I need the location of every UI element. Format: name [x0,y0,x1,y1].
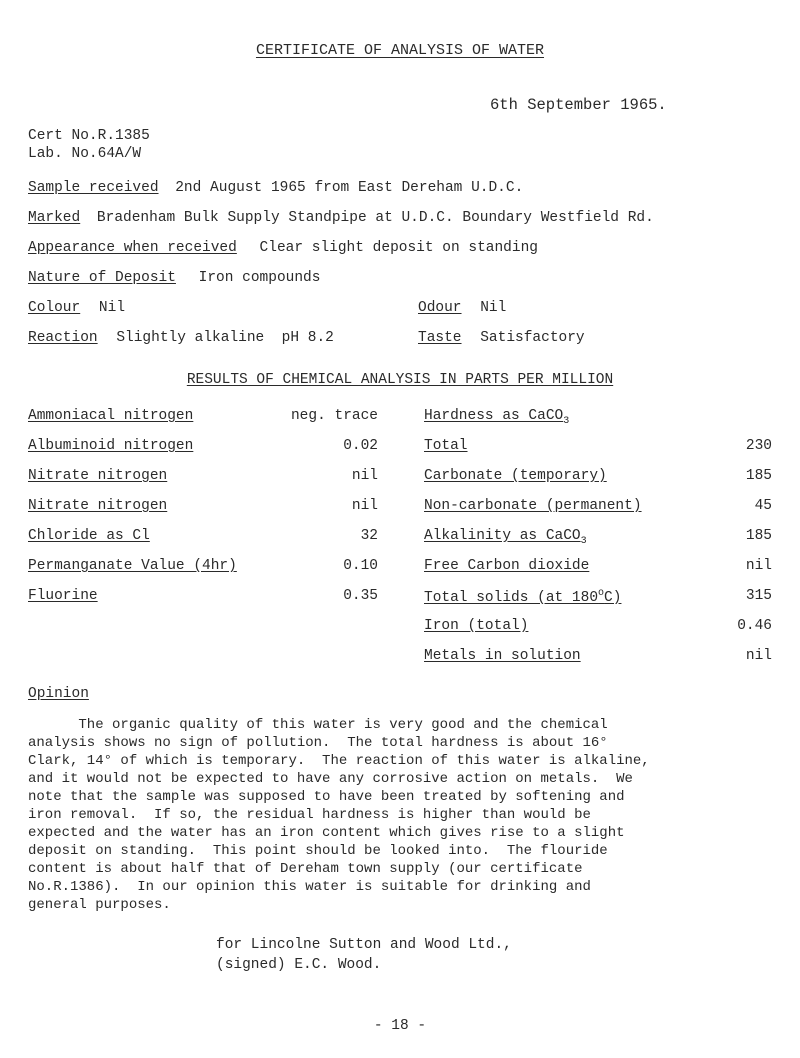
marked-row [28,210,748,226]
table-row: Free Carbon dioxide [424,558,590,574]
deposit-value: Iron compounds [198,270,321,286]
signature-name: (signed) E.C. Wood. [216,957,382,973]
taste-row [418,330,585,346]
table-value: 0.46 [737,618,772,634]
odour-value: Nil [480,300,507,316]
table-value: 185 [745,528,772,544]
table-value: 0.02 [343,438,378,454]
marked-value: Bradenham Bulk Supply Standpipe at U.D.C. Boundary Westfield Rd. [96,210,654,226]
certificate-number: Cert No.R.1385 [28,128,150,144]
lab-number: Lab. No.64A/W [28,146,142,162]
colour-value: Nil [98,300,126,316]
table-row: Fluorine [28,588,98,604]
table-value: nil [745,648,772,664]
certificate-date: 6th September 1965. [490,96,667,114]
colour-row [28,300,748,316]
table-row: Ammoniacal nitrogen [28,408,194,424]
reaction-label: Reaction [28,330,98,346]
table-row: Nitrate nitrogen [28,498,168,514]
table-row: Metals in solution [424,648,581,664]
table-row: Nitrate nitrogen [28,468,168,484]
table-row: Chloride as Cl [28,528,150,544]
table-row: Albuminoid nitrogen [28,438,194,454]
table-value: neg. trace [290,408,378,424]
right-results-table [424,408,772,708]
table-row: Iron (total) [424,618,529,634]
opinion-heading: Opinion [28,686,89,702]
deposit-label: Nature of Deposit [28,270,176,286]
table-row: Alkalinity as CaCO$_3$ [424,528,587,547]
table-value: nil [351,468,378,484]
table-value: 0.35 [343,588,378,604]
taste-value: Satisfactory [480,330,585,346]
table-value: nil [351,498,378,514]
deposit-row [28,270,748,286]
colour-label: Colour [28,300,81,316]
reaction-row [28,330,748,346]
taste-label: Taste [418,330,462,346]
table-value: 315 [745,588,772,604]
reaction-value: Slightly alkaline pH 8.2 [116,330,334,346]
results-heading: RESULTS OF CHEMICAL ANALYSIS IN PARTS PER MILLION [186,372,614,388]
table-row: Non-carbonate (permanent) [424,498,642,514]
table-value: 32 [360,528,378,544]
left-results-table [28,408,378,638]
table-value: 230 [745,438,772,454]
appearance-label: Appearance when received [28,240,237,256]
appearance-row [28,240,748,256]
table-value: 0.10 [343,558,378,574]
table-row: Total solids (at 180$^o$C) [424,588,622,606]
sample-received-label: Sample received [28,180,159,196]
sample-received-value: 2nd August 1965 from East Dereham U.D.C. [175,180,524,196]
signature-block [216,935,512,975]
appearance-value: Clear slight deposit on standing [259,240,538,256]
table-row: Total [424,438,468,454]
table-value: 185 [745,468,772,484]
odour-label: Odour [418,300,462,316]
signature-firm: for Lincolne Sutton and Wood Ltd., [216,937,512,953]
table-value: 45 [754,498,772,514]
sample-received-row [28,180,748,196]
table-row: Carbonate (temporary) [424,468,607,484]
results-heading-row [0,372,800,388]
odour-row [418,300,506,316]
table-row: Permanganate Value (4hr) [28,558,237,574]
table-value: nil [745,558,772,574]
hardness-heading: Hardness as CaCO$_3$ [424,408,570,427]
opinion-text: The organic quality of this water is very good and the chemical analysis shows no sign of pollution. The total hardness is about 16° Clark, 14° of which is temporary. The reaction of this water is alkaline, and it would not be expected to have any corrosive action on metals. We note that the sample was supposed to have been treated by softening and iron removal. If so, the residual hardness is higher than would be expected and the water has an iron content which gives rise to a slight deposit on standing. This point should be looked into. The flouride content is about half that of Dereham town supply (our certificate No.R.1386). In our opinion this water is suitable for drinking and general purposes. [28,717,650,913]
document-title: CERTIFICATE OF ANALYSIS OF WATER [255,42,545,59]
page-number: - 18 - [373,1018,427,1034]
marked-label: Marked [28,210,81,226]
